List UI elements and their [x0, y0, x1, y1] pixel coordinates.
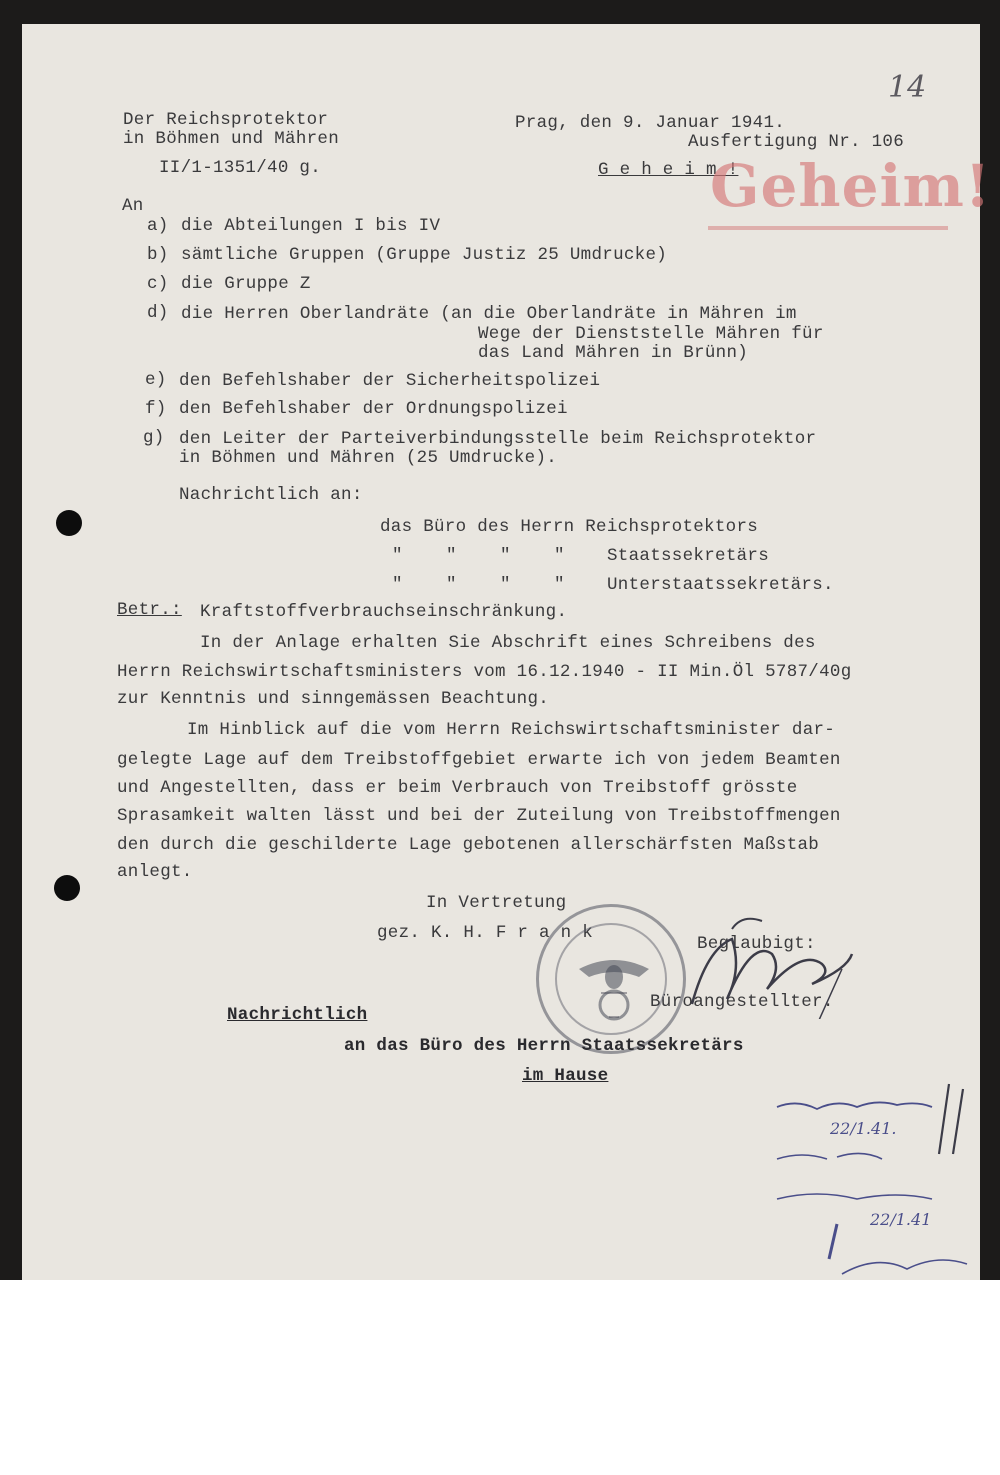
- recipients-intro: An: [122, 196, 144, 216]
- footer-note-line-2: im Hause: [522, 1066, 609, 1086]
- recipient-text: den Leiter der Parteiverbindungsstelle beim Reichsprotektor: [179, 429, 817, 449]
- subject-label: Betr.:: [117, 600, 182, 620]
- secret-typed: G e h e i m !: [598, 160, 739, 180]
- footer-note-line-1: an das Büro des Herrn Staatssekretärs: [344, 1036, 744, 1056]
- recipient-letter: d): [147, 303, 169, 323]
- signed-name: gez. K. H. F r a n k: [377, 923, 594, 943]
- body-line: In der Anlage erhalten Sie Abschrift eines Schreibens des: [200, 633, 816, 653]
- recipient-text-cont: Wege der Dienststelle Mähren für: [478, 324, 824, 344]
- footer-note-title: Nachrichtlich: [227, 1005, 368, 1025]
- info-copy-line-2: Staatssekretärs: [607, 546, 770, 566]
- info-copy-intro: Nachrichtlich an:: [179, 485, 363, 505]
- eagle-emblem-icon: [539, 907, 689, 1057]
- body-line: und Angestellten, dass er beim Verbrauch von Treibstoff grösste: [117, 778, 798, 798]
- secret-stamp-underline: [708, 226, 948, 230]
- document-page: [22, 24, 992, 1280]
- handwritten-date-note: 22/1.41: [870, 1210, 932, 1229]
- body-line: Sprasamkeit walten lässt und bei der Zuteilung von Treibstoffmengen: [117, 806, 841, 826]
- recipient-letter: e): [145, 370, 167, 390]
- handwritten-annotation-scribbles: [767, 1059, 977, 1279]
- body-line: anlegt.: [117, 862, 193, 882]
- secret-stamp: Geheim!: [710, 152, 992, 220]
- reference-number: II/1-1351/40 g.: [159, 158, 322, 178]
- info-copy-line-1: das Büro des Herrn Reichsprotektors: [380, 517, 759, 537]
- recipient-text: die Gruppe Z: [181, 274, 311, 294]
- in-vertretung: In Vertretung: [426, 893, 567, 913]
- recipient-letter: b): [147, 245, 169, 265]
- recipient-text: die Abteilungen I bis IV: [181, 216, 441, 236]
- sender-line-2: in Böhmen und Mähren: [123, 129, 340, 149]
- recipient-letter: a): [147, 216, 169, 236]
- place-date: Prag, den 9. Januar 1941.: [515, 113, 786, 133]
- clerk-label: Büroangestellter.: [650, 992, 834, 1012]
- sender-line-1: Der Reichsprotektor: [123, 110, 329, 130]
- info-copy-line-3: Unterstaatssekretärs.: [607, 575, 834, 595]
- recipient-letter: g): [143, 428, 165, 448]
- subject-text: Kraftstoffverbrauchseinschränkung.: [200, 602, 568, 622]
- body-line: Im Hinblick auf die vom Herrn Reichswirtschaftsminister dar-: [187, 720, 836, 740]
- page-number-pencil: 14: [888, 70, 927, 105]
- recipient-text-cont: in Böhmen und Mähren (25 Umdrucke).: [179, 448, 558, 468]
- info-copy-ditto: " " " ": [392, 546, 565, 566]
- recipient-text: die Herren Oberlandräte (an die Oberlandräte in Mähren im: [181, 304, 797, 324]
- recipient-text: den Befehlshaber der Ordnungspolizei: [179, 399, 568, 419]
- handwritten-date-note: 22/1.41.: [830, 1119, 897, 1138]
- official-seal: [536, 904, 686, 1054]
- body-line: den durch die geschilderte Lage gebotenen allerschärfsten Maßstab: [117, 835, 820, 855]
- body-line: Herrn Reichswirtschaftsministers vom 16.12.1940 - II Min.Öl 5787/40g: [117, 662, 852, 682]
- recipient-text-cont: das Land Mähren in Brünn): [478, 343, 749, 363]
- copy-number: Ausfertigung Nr. 106: [688, 132, 905, 152]
- body-line: gelegte Lage auf dem Treibstoffgebiet erwarte ich von jedem Beamten: [117, 750, 841, 770]
- punch-hole: [56, 510, 82, 536]
- recipient-text: sämtliche Gruppen (Gruppe Justiz 25 Umdrucke): [181, 245, 668, 265]
- punch-hole: [54, 875, 80, 901]
- handwritten-signature: [672, 909, 862, 1019]
- recipient-letter: c): [147, 274, 169, 294]
- info-copy-ditto: " " " ": [392, 575, 565, 595]
- body-line: zur Kenntnis und sinngemässen Beachtung.: [117, 689, 550, 709]
- recipient-letter: f): [145, 399, 167, 419]
- certified-label: Beglaubigt:: [697, 934, 816, 954]
- recipient-text: den Befehlshaber der Sicherheitspolizei: [179, 371, 601, 391]
